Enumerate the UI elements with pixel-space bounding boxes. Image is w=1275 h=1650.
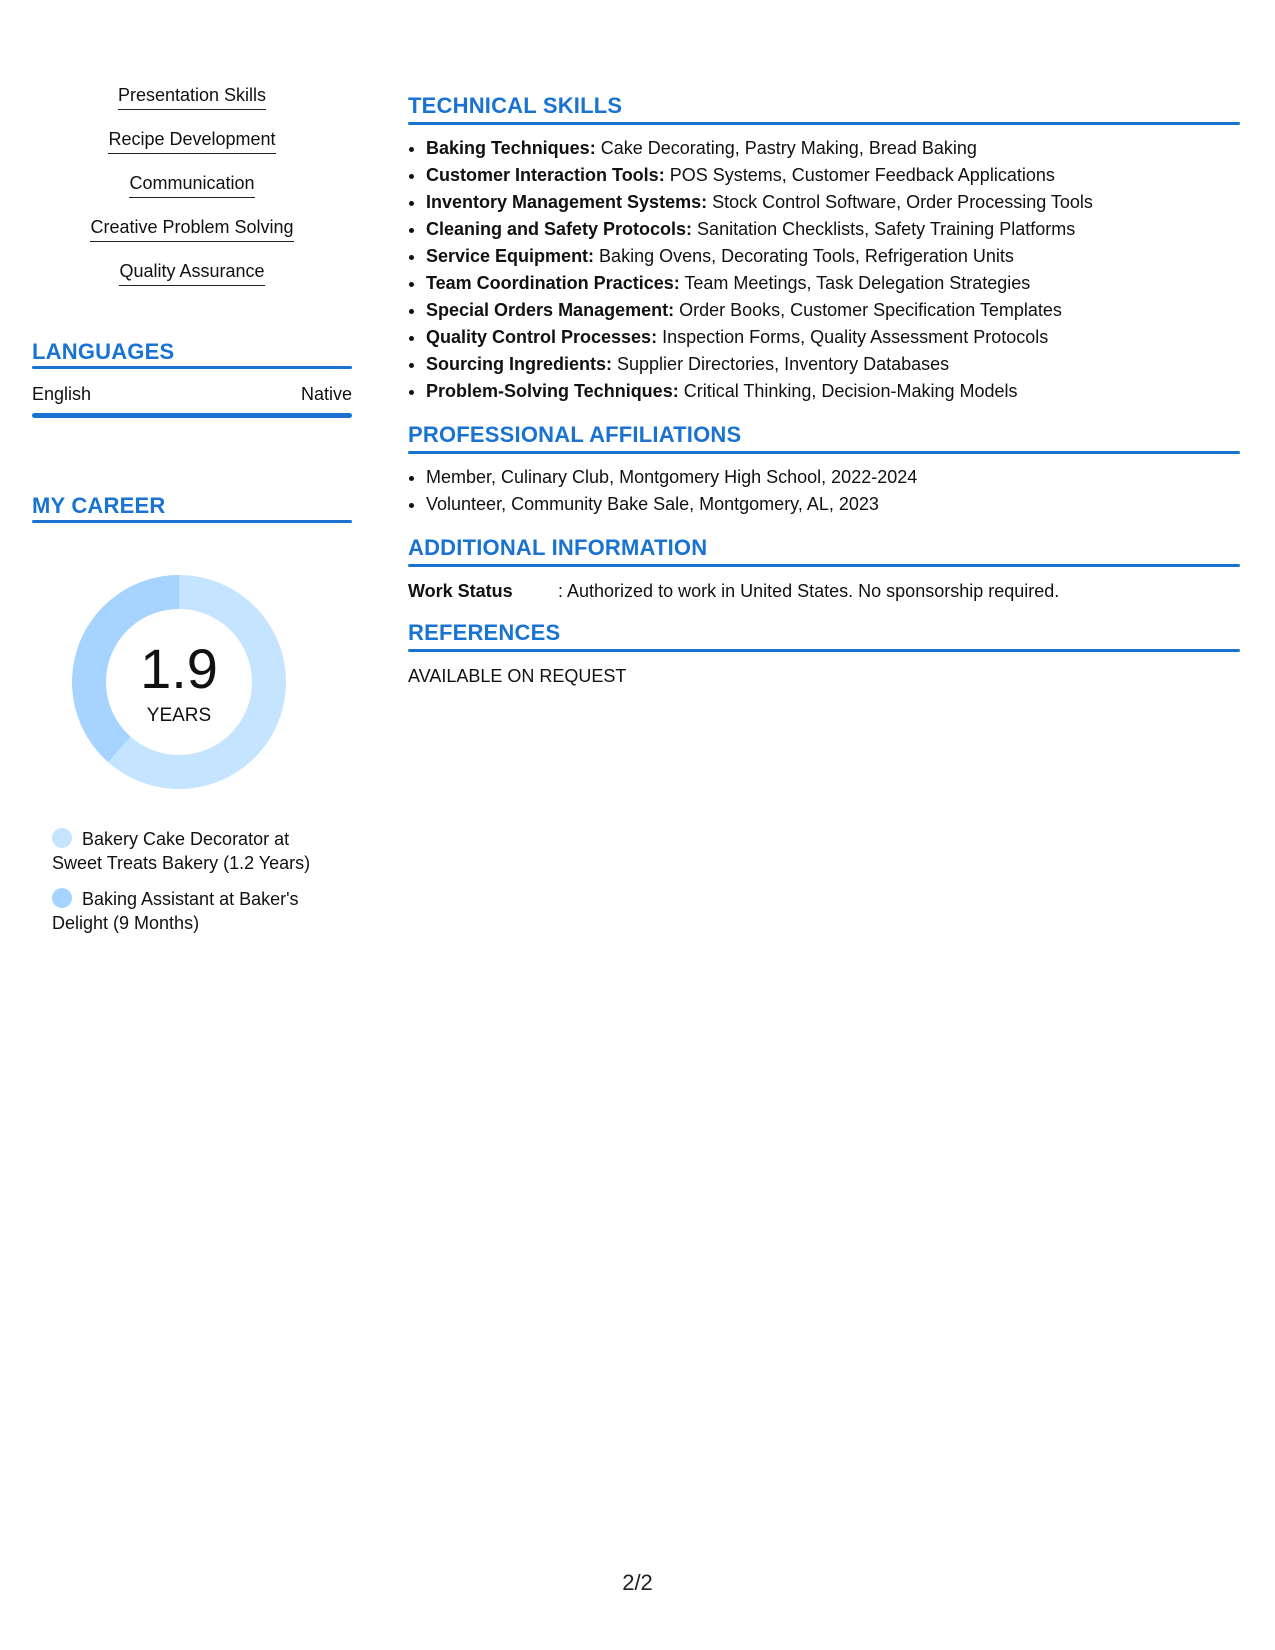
career-total-value: 1.9	[140, 637, 218, 700]
skill-label: Special Orders Management:	[426, 300, 675, 320]
skill-text: Stock Control Software, Order Processing Tools	[707, 192, 1093, 212]
section-rule	[408, 451, 1240, 454]
skill-text: Baking Ovens, Decorating Tools, Refrigeration Units	[594, 246, 1014, 266]
additional-info-section	[408, 534, 1240, 603]
section-rule	[32, 366, 352, 369]
skill-label: Customer Interaction Tools:	[426, 165, 665, 185]
legend-dot-icon	[52, 888, 72, 908]
references-text: AVAILABLE ON REQUEST	[408, 666, 627, 686]
languages-heading: LANGUAGES	[32, 339, 175, 364]
legend-label: Bakery Cake Decorator at Sweet Treats Bakery (1.2 Years)	[52, 829, 311, 873]
additional-info-heading: ADDITIONAL INFORMATION	[408, 535, 708, 560]
affiliations-section	[408, 421, 1240, 518]
list-item	[426, 378, 1240, 405]
list-item	[426, 216, 1240, 243]
section-rule	[408, 649, 1240, 652]
skill-label: Quality Control Processes:	[426, 327, 658, 347]
section-rule	[408, 122, 1240, 125]
career-total-unit: YEARS	[146, 705, 212, 726]
list-item	[426, 297, 1240, 324]
list-item	[426, 324, 1240, 351]
language-row	[32, 383, 352, 405]
skill-text: Sanitation Checklists, Safety Training Platforms	[692, 219, 1076, 239]
language-name: English	[32, 384, 92, 404]
skill-text: Team Meetings, Task Delegation Strategies	[679, 273, 1031, 293]
skill-label: Sourcing Ingredients:	[426, 354, 613, 374]
section-rule	[32, 520, 352, 523]
technical-skills-heading: TECHNICAL SKILLS	[408, 93, 623, 118]
career-heading: MY CAREER	[32, 493, 166, 518]
language-level: Native	[300, 384, 352, 404]
skill-label: Team Coordination Practices:	[426, 273, 680, 293]
skills-list	[32, 84, 352, 304]
technical-skills-section	[408, 92, 1240, 405]
list-item	[426, 270, 1240, 297]
legend-label: Baking Assistant at Baker's Delight (9 Months)	[52, 889, 299, 933]
career-legend	[52, 827, 342, 935]
work-status-value: : Authorized to work in United States. No sponsorship required.	[558, 581, 1060, 601]
career-donut-chart	[64, 567, 294, 797]
list-item	[426, 243, 1240, 270]
right-column	[408, 92, 1240, 704]
left-column	[32, 84, 352, 947]
list-item	[426, 189, 1240, 216]
language-proficiency-bar	[32, 413, 352, 418]
skill-label: Service Equipment:	[426, 246, 595, 266]
skill-text: Order Books, Customer Specification Templates	[674, 300, 1062, 320]
skill-text: Critical Thinking, Decision-Making Models	[678, 381, 1018, 401]
skill-label: Cleaning and Safety Protocols:	[426, 219, 693, 239]
skill-item: Recipe Development	[108, 128, 275, 154]
references-heading: REFERENCES	[408, 620, 561, 645]
affiliations-list	[408, 464, 1240, 518]
skill-text: POS Systems, Customer Feedback Applications	[664, 165, 1055, 185]
page-number: 2/2	[622, 1570, 653, 1595]
list-item: • Member, Culinary Club, Montgomery High School, 2022-2024	[426, 464, 1240, 491]
legend-dot-icon	[52, 828, 72, 848]
skill-item: Communication	[129, 172, 254, 198]
legend-item	[52, 827, 342, 875]
references-section	[408, 619, 1240, 688]
skill-text: Inspection Forms, Quality Assessment Protocols	[657, 327, 1049, 347]
list-item	[426, 351, 1240, 378]
work-status-label: Work Status	[408, 581, 513, 601]
list-item	[426, 135, 1240, 162]
section-rule	[408, 564, 1240, 567]
skill-label: Inventory Management Systems:	[426, 192, 708, 212]
affiliations-heading: PROFESSIONAL AFFILIATIONS	[408, 422, 742, 447]
info-row	[408, 579, 1240, 603]
skill-text: Cake Decorating, Pastry Making, Bread Baking	[595, 138, 977, 158]
technical-skills-list	[408, 135, 1240, 405]
skill-label: Baking Techniques:	[426, 138, 596, 158]
list-item: • Volunteer, Community Bake Sale, Montgomery, AL, 2023	[426, 491, 1240, 518]
skill-item: Creative Problem Solving	[90, 216, 293, 242]
skill-item: Quality Assurance	[119, 260, 264, 286]
skill-label: Problem-Solving Techniques:	[426, 381, 679, 401]
legend-item	[52, 887, 342, 935]
list-item	[426, 162, 1240, 189]
skill-text: Supplier Directories, Inventory Databases	[612, 354, 950, 374]
skill-item: Presentation Skills	[118, 84, 266, 110]
